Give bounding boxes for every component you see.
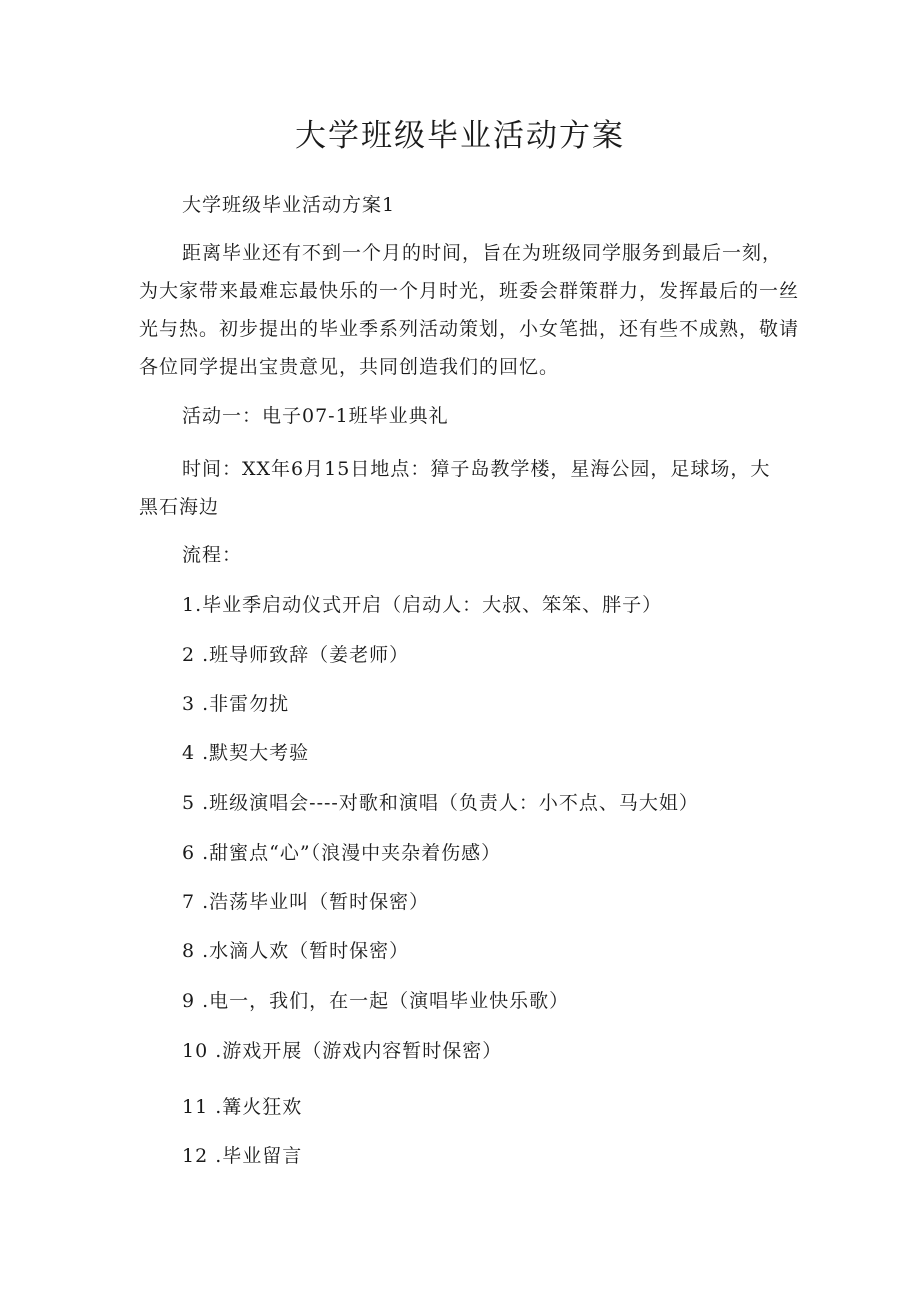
time-location-line: 黑石海边 — [139, 496, 220, 518]
process-item: 6 .甜蜜点“心”（浪漫中夹杂着伤感） — [182, 842, 502, 864]
process-item: 1.毕业季启动仪式开启（启动人：大叔、笨笨、胖子） — [182, 594, 663, 616]
section-subtitle: 大学班级毕业活动方案1 — [182, 194, 396, 216]
activity-heading: 活动一：电子07-1班毕业典礼 — [182, 405, 449, 427]
process-item: 8 .水滴人欢（暂时保密） — [182, 940, 410, 962]
process-item: 3 .非雷勿扰 — [182, 693, 290, 715]
document-title: 大学班级毕业活动方案 — [295, 118, 625, 154]
process-item: 10 .游戏开展（游戏内容暂时保密） — [182, 1040, 503, 1062]
process-item: 5 .班级演唱会----对歌和演唱（负责人：小不点、马大姐） — [182, 792, 699, 814]
process-item: 9 .电一，我们，在一起（演唱毕业快乐歌） — [182, 990, 570, 1012]
process-item: 7 .浩荡毕业叫（暂时保密） — [182, 891, 430, 913]
process-item: 11 .篝火狂欢 — [182, 1096, 303, 1118]
intro-line: 距离毕业还有不到一个月的时间，旨在为班级同学服务到最后一刻， — [182, 242, 783, 264]
intro-line: 光与热。初步提出的毕业季系列活动策划，小女笔拙，还有些不成熟，敬请 — [139, 318, 800, 340]
intro-line: 为大家带来最难忘最快乐的一个月时光，班委会群策群力，发挥最后的一丝 — [139, 280, 800, 302]
time-location-paragraph — [139, 459, 793, 535]
intro-paragraph — [139, 242, 800, 395]
process-item: 2 .班导师致辞（姜老师） — [182, 644, 410, 666]
time-location-line: 时间：XX年6月15日地点：獐子岛教学楼，星海公园，足球场，大 — [182, 458, 771, 480]
process-item: 12 .毕业留言 — [182, 1145, 303, 1167]
intro-line: 各位同学提出宝贵意见，共同创造我们的回忆。 — [139, 356, 560, 378]
process-item: 4 .默契大考验 — [182, 742, 310, 764]
process-label: 流程： — [182, 544, 243, 566]
